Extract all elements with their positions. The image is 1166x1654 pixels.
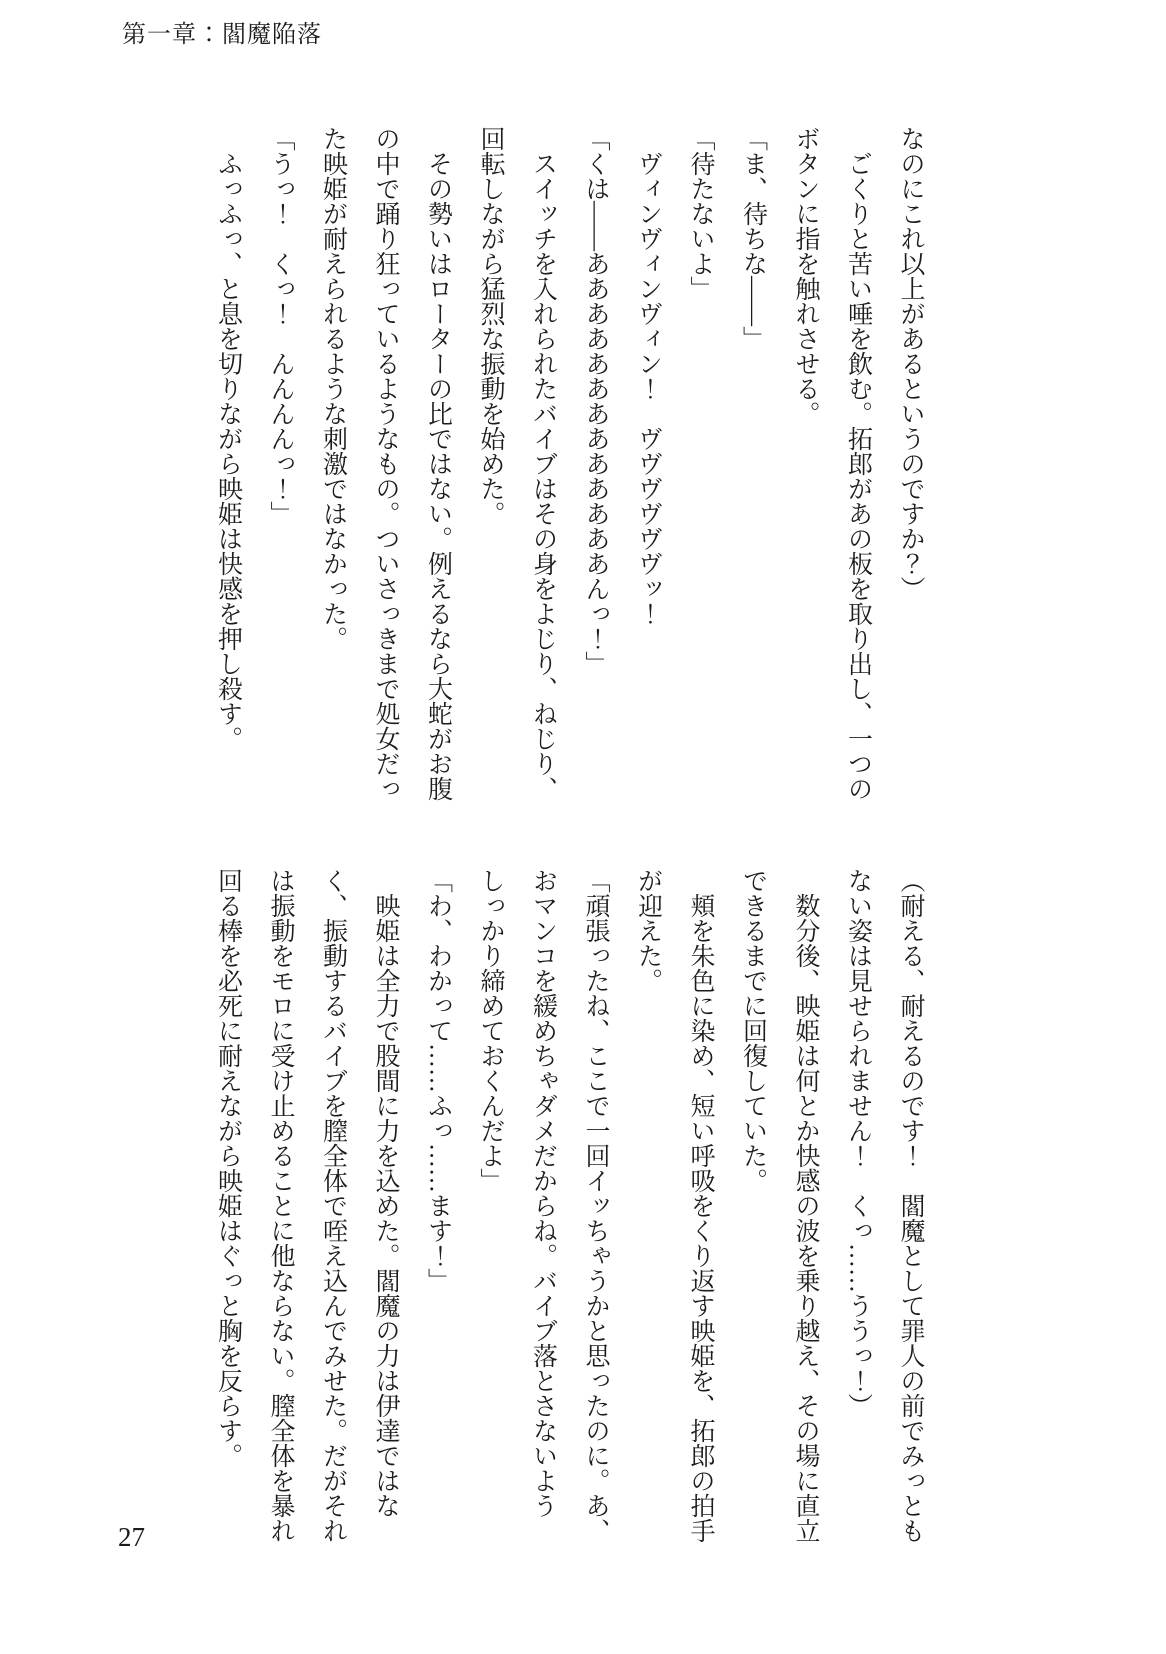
- chapter-header: 第一章：閻魔陥落: [122, 22, 322, 48]
- paragraph: 数分後、映姫は何とか快感の波を乗り越え、その場に直立できるまでに回復していた。: [739, 868, 819, 1543]
- paragraph: 頬を朱色に染め、短い呼吸をくり返す映姫を、拓郎の拍手が迎えた。: [634, 868, 714, 1543]
- paragraph: 「待たないよ」: [687, 126, 714, 301]
- paragraph: 「頑張ったね、ここで一回イッちゃうかと思ったのに。あ、おマンコを緩めちゃダメだからね。バイブ落とさないようしっかり締めておくんだよ」: [477, 868, 609, 1543]
- paragraph: ふっふっ、と息を切りながら映姫は快感を押し殺す。: [214, 151, 242, 751]
- paragraph: 映姫は全力で股間に力を込めた。閻魔の力は伊達ではなく、振動するバイブを膣全体で咥え込んでみせた。だがそれは振動をモロに受け止めることに他ならない。膣全体を暴れ回る棒を必死に耐えながら映姫はぐっと胸を反らす。: [214, 868, 399, 1543]
- text-section-bottom: [201, 868, 936, 1558]
- page-number: 27: [118, 1522, 145, 1552]
- paragraph: なのにこれ以上があるというのですか？）: [897, 126, 924, 601]
- text-section-top: [201, 126, 936, 816]
- paragraph: スイッチを入れられたバイブはその身をよじり、ねじり、回転しながら猛烈な振動を始めた。: [477, 126, 557, 801]
- paragraph: 「うっ！ くっ！ んんんんっ！」: [267, 126, 294, 526]
- paragraph: その勢いはローターの比ではない。例えるなら大蛇がお腹の中で踊り狂っているようなもの。ついさっきまで処女だった映姫が耐えられるような刺激ではなかった。: [319, 126, 452, 801]
- paragraph: （耐える、耐えるのです！ 閻魔として罪人の前でみっともない姿は見せられません！ くっ……ううっ！）: [844, 868, 924, 1543]
- paragraph: 「くは――あああああああああああああんっ！」: [582, 126, 609, 676]
- paragraph: 「ま、待ちな――」: [739, 126, 767, 351]
- paragraph: ごくりと苦い唾を飲む。拓郎があの板を取り出し、一つのボタンに指を触れさせる。: [792, 126, 872, 801]
- paragraph: 「わ、わかって……ふっ……ます！」: [424, 868, 452, 1293]
- paragraph: ヴィンヴィンヴィン！ ヴヴヴヴヴヴッ！: [634, 151, 662, 626]
